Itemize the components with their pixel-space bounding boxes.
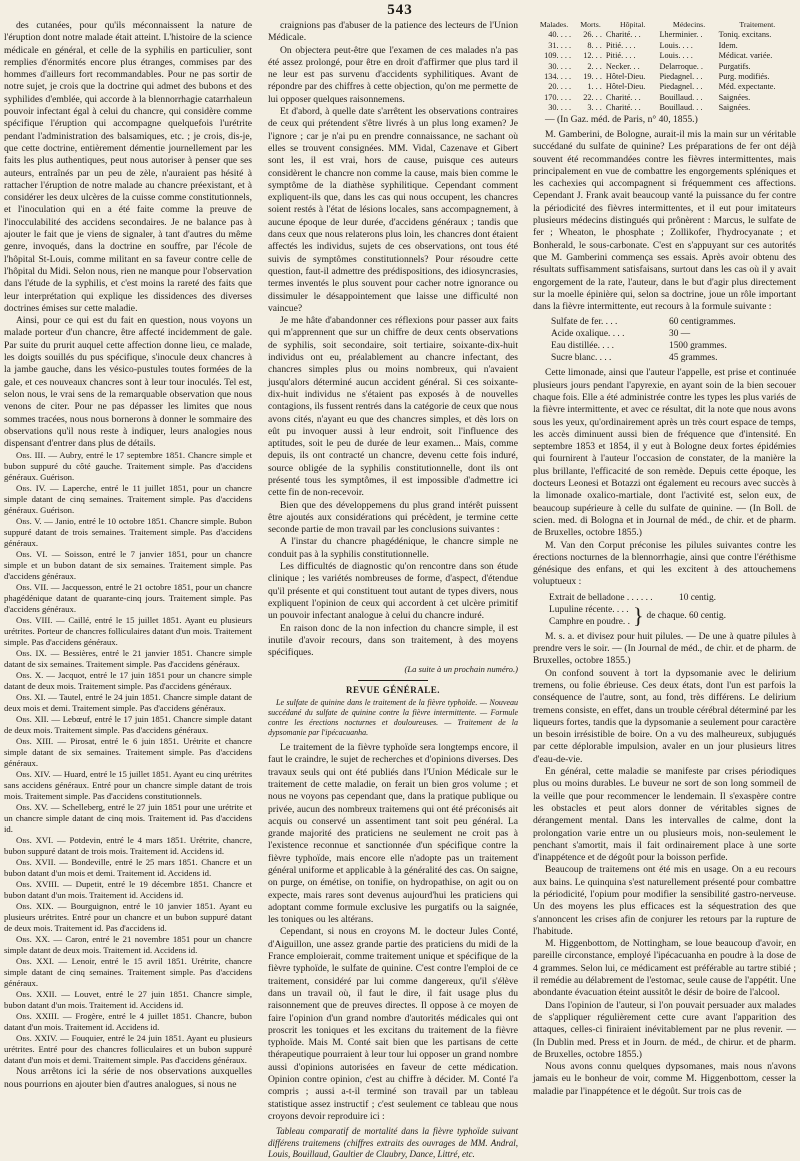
observation-item <box>4 615 252 648</box>
observation-number: Obs. XIX. <box>16 901 54 912</box>
paragraph: Cependant, si nous en croyons M. le docteur Jules Conté, d'Aiguillon, une assez grande partie des praticiens du midi de la France emploierait, comme traitement unique et spécifique de la fièvre typhoïde, le sulfate de quinine. C'est contre l'emploi de ce traitement, considéré par lui comme dangereux, qu'il s'élève dans un travail où, il faut le dire, il fait usage plus du raisonnement que de preuves directes. Il oppose à ce moyen de faire l'opinion d'un grand nombre d'autorités médicales qui ont proscrit les toniques et les excitans du traitement de la fièvre typhoïde. Mais M. Conté sait bien que les partisans de cette thérapeutique pourraient à leur tour lui opposer un grand nombre aussi d'opinions autorisées en faveur de cette médication. Opinion contre opinion, c'est au chiffre à décider. M. Conté l'a compris ; aussi a-t-il terminé son travail par un tableau statistique assez instructif ; c'est seulement ce tableau que nous croyons devoir reproduire ici : <box>268 926 518 1122</box>
table-cell: Hôtel-Dieu. <box>605 72 646 82</box>
mortality-table <box>533 20 796 114</box>
table-row <box>533 82 796 92</box>
observation-text: — Soisson, entré le 7 janvier 1851, pour un chancre simple et un bubon datant de six semaines. Traitement simple. Pas d'accidens généraux. <box>4 549 253 582</box>
observation-number: Obs. X. <box>16 670 44 681</box>
paragraph: Beaucoup de traitemens ont été mis en usage. On a eu recours aux bains. Le quinquina s'est naturellement présenté pour combattre la périodicité, l'opium pour modifier la sensibilité gastro-nerveuse. Un des moyens les plus efficaces est la séquestration des que s'annoncent les crises afin de conjurer les retours par la rupture de l'habitude. <box>533 864 796 937</box>
formula-row-group <box>549 604 796 628</box>
table-cell: 40. . . . <box>548 30 572 40</box>
table-cell: 22. . . <box>583 92 602 102</box>
formula-limonade <box>551 316 796 364</box>
table-cell: Louis. . . . <box>659 51 693 61</box>
observation-text: — Frogère, entré le 4 juillet 1851. Chancre, bubon datant d'un mois. Traitement id. Accidens id. <box>4 1011 252 1033</box>
observation-text: — Tautel, entré le 24 juin 1851. Chancre simple datant de deux mois et demi. Traitement simple. Pas d'accidens généraux. <box>4 692 253 714</box>
observation-item <box>4 714 252 736</box>
paragraph: Cette limonade, ainsi que l'auteur l'appelle, est prise et continuée plusieurs jours pendant l'apyrexie, en ayant soin de la bien secouer chaque fois. Elle a été administrée contre les types les plus variés de la fièvre intermittente, et avec ce résultat, dit la note que nous avons sous les yeux, qu'ordinairement après un très court espace de temps, les accès diminuent aussi bien de fréquence que d'intensité. En septembre 1853 et 1854, il y eut à Bologne deux fortes épidémies qui fournirent à l'auteur l'occasion de constater, de la manière la plus brillante, l'efficacité de son remède. Depuis cette époque, les docteurs Leonesi et Botazzi ont également eu recours avec succès à la limonade oxalico-martiale, dont l'activité est, selon eux, de beaucoup supérieure à celle du sulfate de quinine. — (In Boll. de scien. med. di Bologna et in Journal de méd., de chir. et de pharm. de Bruxelles, octobre 1855.) <box>533 367 796 539</box>
observation-number: Obs. XVIII. <box>16 879 60 890</box>
observation-text: — Aubry, entré le 17 septembre 1851. Chancre simple et bubon suppuré du côté gauche. Traitement simple. Pas d'accidens généraux. Guérison. <box>4 450 252 483</box>
table-column-header: Hôpital. <box>619 20 646 29</box>
table-body <box>533 30 796 113</box>
table-cell: 109. . . . <box>544 51 572 61</box>
table-cell: 1. . . <box>587 82 602 92</box>
column-right <box>533 20 796 1115</box>
paragraph: M. Gamberini, de Bologne, aurait-il mis la main sur un véritable succédané du sulfate de quinine? Les préparations de fer ont déjà souvent été recommandées contre les fièvres intermittentes, mais principalement en vue de combattre les engorgements spléniques et les cachexies qui accompagnent si fréquemment ces affections. Cependant J. Frank avait beaucoup vanté la puissance du fer contre la périodicité des fièvres intermittentes, et il eut pour imitateurs plusieurs médecins distingués qui prônèrent : Marcus, le sulfate de fer ; Wheaton, le phosphate ; Zollikofer, l'hydrocyanate ; et Bonherald, le sous-carbonate. C'est en s'appuyant sur ces autorités que M. Gamberini commença ses essais. Après avoir obtenu des résultats suffisamment satisfaisans, surtout dans les cas où il y avait engorgement de la rate, l'auteur, dans le but d'agir plus directement sur la moelle épinière qui, selon sa doctrine, joue un rôle important dans la fièvre intermittente, eut recours à la formule suivante : <box>533 128 796 313</box>
table-row <box>533 72 796 82</box>
observation-item <box>4 648 252 670</box>
paragraph: des cutanées, pour qu'ils méconnaissent la nature de l'éruption dont notre malade était atteint. L'histoire de la science médicale en général, et celle de la syphilis en particulier, sont remplies d'énormités encore plus étranges, commises par des hommes d'ailleurs fort recommandables. Pour ne pas sortir de notre sujet, je crois que la doctrine qui admet des bubons et des syphilides d'emblée, qui accorde à la blennorrhagie catarrhaleun pouvoir infectant égal à celui du chancre, qui considère comme spécifique l'éruption qui accompagne quelquefois l'urétrite pendant l'administration des balsamiques, etc. ; je crois, dis-je, que cette doctrine, entièrement démentie journellement par les faits les plus authentiques, peut nous autoriser à penser que ses auteurs, entraînés par un peu de zèle, n'auraient pas hésité à rattacher l'éruption de notre malade au chancre préexistant, et à considérer les deux ulcères de la cuisse comme constitutionnels, et l'inoculation qui en a été faite comme la preuve de l'inocculabilité des accidens secondaires. Je ne balance pas à ajouter le fait que je viens de signaler, à tant d'autres du même genre, invoqués, dans la doctrine en souffre, par l'école de l'hôpital St-Louis, comme militant en sa faveur contre celle de l'hôpital du Midi. Selon nous, rien ne manque pour l'observation dans l'étude de la syphilis, et c'est moins la rareté des faits que leur interprétation qui explique les dissidences des diverses doctrines émises sur cette maladie. <box>4 20 252 314</box>
observation-number: Obs. VII. <box>16 582 49 593</box>
observation-text: — Dupetit, entré le 19 décembre 1851. Chancre et bubon datant d'un mois. Traitement id. Accidens id. <box>4 879 252 901</box>
table-header-row <box>533 20 796 30</box>
table-cell: Delarroque. . <box>659 61 703 71</box>
table-cell: 134. . . . <box>544 72 572 82</box>
observation-number: Obs. IX. <box>16 648 47 659</box>
formula-row <box>551 328 796 340</box>
page-number: 543 <box>387 2 413 18</box>
observation-number: Obs. IV. <box>16 483 46 494</box>
table-cell: Piedagnel. . . <box>659 82 703 92</box>
table-cell: Médicat. variée. <box>718 51 773 61</box>
observation-text: — Schelleberg, entré le 27 juin 1851 pour une urétrite et un chancre simple datant de cinq mois. Traitement id. Pas d'accidens id. <box>4 802 252 835</box>
formula-ingredient: Eau distillée. . . . <box>551 341 615 352</box>
table-row <box>533 103 796 113</box>
observation-item <box>4 989 252 1011</box>
observation-item <box>4 802 252 835</box>
observation-item <box>4 1011 252 1033</box>
observation-number: Obs. III. <box>16 450 46 461</box>
observation-item <box>4 1033 252 1066</box>
formula-pills <box>549 592 796 628</box>
observation-item <box>4 901 252 934</box>
table-cell: Bouillaud. . . <box>659 103 703 113</box>
observation-number: Obs. XIII. <box>16 736 54 747</box>
table-column-header: Malades. <box>539 20 569 29</box>
paragraph: On objectera peut-être que l'examen de ces malades n'a pas été assez prolongé, pour être en droit d'affirmer que plus tard il ne leur est pas survenu d'accidents syphilitiques. Avant de répondre par des chiffres à cette objection, qu'on me permette de lui opposer quelques raisonnemens. <box>268 44 518 105</box>
table-row <box>533 93 796 103</box>
section-title: REVUE GÉNÉRALE. <box>345 684 440 695</box>
observation-text: — Bourguignon, entré le 10 janvier 1851. Ayant eu plusieurs urétrites. Entré pour un chancre et un bubon suppuré datant de deux mois. Traitement id. Pas d'accidens id. <box>4 901 253 934</box>
observation-number: Obs. VI. <box>16 549 48 560</box>
table-cell: Saignées. <box>718 103 751 113</box>
paragraph: Le traitement de la fièvre typhoïde sera longtemps encore, il faut le craindre, le sujet de recherches et d'opinions diverses. Des travaux seuls qui ont été publiés dans l'Union Médicale sur le traitement de cette maladie, on ferait un bien gros volume ; et nous ne voyons pas cependant que, dans la pratique publique ou privée, aucun des nombreux traitemens qui ont été préconisés ait acquis ou conservé un assentiment tant soit peu général. La grande majorité des praticiens ne seulement ne croit pas à l'existence reconnue et sanctionnée d'un spécifique contre la fièvre typhoïde, mais encore elle n'adopte pas un traitement général uniforme et applicable à la généralité des cas. On saigne, on purge, on émétise, on tonifie, on hydropathise, on agit ou on expecte, mais rares sont devenus aujourd'hui les praticiens qui adoptant comme formule exclusive les purgatifs ou la saignée, les toniques ou les altérans. <box>268 742 519 926</box>
table-cell: Necker. . . <box>605 61 640 71</box>
table-cell: Piedagnel. . . <box>659 72 703 82</box>
table-row <box>533 41 796 51</box>
observation-text: — Lebœuf, entré le 17 juin 1851. Chancre simple datant de deux mois. Traitement simple. Pas d'accidens généraux. <box>4 714 252 736</box>
table-cell: 8. . . <box>587 40 602 50</box>
observation-text: — Bondeville, entré le 25 mars 1851. Chancre et un bubon datant d'un mois et demi. Traitement id. Accidens id. <box>4 857 253 879</box>
formula-ingredient: Extrait de belladone . . . . . . <box>549 592 653 603</box>
table-cell: Charité. . . <box>605 103 641 113</box>
table-column-header: Morts. <box>580 20 601 29</box>
observation-item <box>4 450 252 483</box>
table-column-header: Médecins. <box>672 20 706 29</box>
table-title: Tableau comparatif de mortalité dans la fièvre typhoïde suivant différens traitemens (chiffres extraits des ouvrages de MM. Andral, Louis, Bouillaud, Gaultier de Claubry, Dance, Littré, etc. <box>268 1126 518 1160</box>
paragraph: M. Higgenbottom, de Nottingham, se loue beaucoup d'avoir, en pareille circonstance, employé l'ipécacuanha en poudre à la dose de 4 grammes. Selon lui, ce médicament est préférable au tartre stibié ; il remédie au délabrement de l'estomac, seule cause de l'appétit. Une abondante évacuation éteint aussitôt le désir de boire de l'alcool. <box>533 938 796 999</box>
observation-item <box>4 516 252 549</box>
observation-text: — Huard, entré le 15 juillet 1851. Ayant eu cinq urétrites sans accidens généraux. Entré pour un chancre simple datant de trois mois. Traitement simple. Pas d'accidens constitutionnels. <box>4 769 253 802</box>
formula-dose: 45 grammes. <box>669 353 718 364</box>
observation-text: — Lenoir, entré le 15 avril 1851. Urétrite, chancre simple datant de cinq semaines. Traitement simple. Pas d'accidens généraux. <box>4 956 252 989</box>
observation-item <box>4 692 252 714</box>
paragraph: Nous arrêtons ici la série de nos observations auxquelles nous pourrions en ajouter bien d'autres analogues, si nous ne <box>4 1066 252 1090</box>
observation-item <box>4 956 252 989</box>
brace-glyph: } <box>632 602 644 628</box>
paragraph: En général, cette maladie se manifeste par crises périodiques plus ou moins durables. Le buveur ne sort de son long sommeil de la veille que pour recommencer le lendemain. Il s'exaspère contre les obstacles et peut alors donner de véritables signes de dérangement mental. Dans les intervalles de calme, dont la prolongation varie entre un ou plusieurs mois, non-seulement le penchant s'amortit, mais il fait ordinairement place à une sorte d'inappétence et de dégoût pour la boisson perfide. <box>533 766 796 864</box>
observation-text: — Potdevin, entré le 4 mars 1851. Urétrite, chancre, bubon suppuré datant de trois mois. Traitement id. Accidens id. <box>4 835 253 857</box>
continued-note: (La suite à un prochain numéro.) <box>404 664 518 675</box>
observation-text: — Fouquier, entré le 24 juin 1851. Ayant eu plusieurs urétrites. Entré pour des chancres folliculaires et un bubon suppuré datant d'un mois et demi. Traitement simple. Pas d'accidens généraux. <box>4 1033 252 1066</box>
formula-dose: de chaque. 60 centig. <box>646 610 726 621</box>
table-cell: Bouillaud. . . <box>659 92 703 102</box>
paragraph: Je me hâte d'abandonner ces réflexions pour passer aux faits qui m'apprennent que sur un chiffre de deux cents observations de syphilis, soit secondaire, soit tertiaire, soixante-dix-huit individus ont eu, préalablement au chancre infectant, des chancres simples plus ou moins nombreux, qui n'avaient jusqu'alors déterminé aucun accident général. Si ces soixante-dix-huit individus ne s'étaient pas exposés à de nouvelles contagions, ils fussent rentrés dans la catégorie de ceux que nous avons cités, n'ayant eu que des chancres simples, et dès lors on eût pu invoquer aussi à leur endroit, soit l'influence des aptitudes, soit le peu de durée de leur examen... Mais, comme depuis, ils ont contracté un chancre, devenu cette fois induré, source obligée de la syphilis constitutionnelle, dont ils ont présenté tous les symptômes, il est impossible d'admettre ici cette fin de non-recevoir. <box>268 315 518 499</box>
table-cell: Saignées. <box>718 92 751 102</box>
formula-row <box>551 340 796 352</box>
table-cell: Idem. <box>718 40 738 50</box>
table-cell: 30. . . . <box>548 61 572 71</box>
table-cell: Purg. modifiés. <box>718 72 770 82</box>
paragraph: craignions pas d'abuser de la patience des lecteurs de l'Union Médicale. <box>268 20 518 44</box>
table-cell: 20. . . . <box>548 82 572 92</box>
table-cell: Toniq. excitans. <box>718 30 772 40</box>
observation-number: Obs. XXI. <box>16 956 54 967</box>
observation-text: — Caron, entré le 21 novembre 1851 pour un chancre simple datant de deux mois. Traitement id. Accidens id. <box>4 934 253 956</box>
formula-ingredient-group <box>549 604 630 628</box>
observation-number: Obs. XVII. <box>16 857 56 868</box>
observation-number: Obs. XXIV. <box>16 1033 58 1044</box>
table-source: — (In Gaz. méd. de Paris, n° 40, 1855.) <box>545 113 698 125</box>
observation-item <box>4 835 252 857</box>
paragraph: On confond souvent à tort la dypsomanie avec le delirium tremens, ou folie ébrieuse. Ces deux états, dont l'un est parfois la conséquence de l'autre, sont, au fond, très différens. Le delirium tremens consiste, en effet, dans un trouble cérébral déterminé par les liqueurs fortes, tandis que la dypsomanie a seulement pour caractère un besoin irrésistible de boire. On a vu des malheureux, subjugués par cette déplorable impulsion, avaler en un jour plusieurs litres d'eau-de-vie. <box>533 667 797 765</box>
table-cell: 2. . . <box>587 61 602 71</box>
observation-text: — Janio, entré le 10 octobre 1851. Chancre simple. Bubon suppuré datant de trois semaines. Traitement simple. Pas d'accidens généraux. <box>4 516 252 549</box>
formula-ingredient: Lupuline récente. . . . <box>549 604 629 615</box>
observation-text: — Laperche, entré le 11 juillet 1851, pour un chancre simple datant de cinq semaines. Traitement simple. Pas d'accidens généraux. Guérison. <box>4 483 252 516</box>
formula-ingredient: Sulfate de fer. . . . <box>551 317 618 328</box>
table-cell: 31. . . . <box>548 40 572 50</box>
observation-text: — Bessières, entré le 21 janvier 1851. Chancre simple datant de six semaines. Traitement simple. Pas d'accidens généraux. <box>4 648 253 670</box>
formula-row <box>549 592 796 604</box>
table-cell: Purgatifs. <box>718 61 751 71</box>
table-cell: Charité. . . <box>605 92 641 102</box>
paragraph: En raison donc de la non infection du chancre simple, il est inutile d'avoir recours, dans son traitement, à des moyens spécifiques. <box>268 622 518 659</box>
table-cell: 12. . . <box>583 51 602 61</box>
observation-item <box>4 549 252 582</box>
table-cell: 19. . . <box>583 72 602 82</box>
observation-text: — Jacquot, entré le 17 juin 1851 pour un chancre simple datant de deux mois. Traitement simple. Pas d'accidens généraux. <box>4 670 252 692</box>
table-cell: Pitié. . . . <box>605 51 636 61</box>
table-cell: Méd. expectante. <box>718 82 776 92</box>
paragraph: M. s. a. et divisez pour huit pilules. — De une à quatre pilules à prendre vers le soir. — (In Journal de méd., de chir. et de pharm. de Bruxelles, octobre 1855.) <box>533 630 796 667</box>
table-row <box>533 62 796 72</box>
observation-number: Obs. XXIII. <box>16 1011 60 1022</box>
paragraph: A l'instar du chancre phagédénique, le chancre simple ne conduit pas à la syphilis constitutionnelle. <box>268 536 518 560</box>
paragraph: Ainsi, pour ce qui est du fait en question, nous voyons un malade porteur d'un chancre, être affecté incidemment de gale. Par suite du prurit auquel cette affection donne lieu, ce malade, les doigts souillés du pus spécifique, s'inocule deux chancres à la jambe gauche, dans les vésico-pustules toutes formées de la gale, et ces nouveaux chancres sont à leur tour inoculés. Tel est, selon nous, le vrai sens de la remarquable observation que nous venons de citer. Pour ne pas dépasser les limites que nous sommes tracées, nous nous bornerons à donner le sommaire des observations qu'il nous reste à indiquer, leurs analogies nous dispensant d'entrer dans plus de détails. <box>4 315 252 450</box>
formula-ingredient: Acide oxalique. . . . <box>551 329 625 340</box>
table-cell: Lherminier. . <box>659 30 703 40</box>
observation-number: Obs. XVI. <box>16 835 54 846</box>
observation-number: Obs. XV. <box>16 802 49 813</box>
table-cell: 26. . . <box>583 30 602 40</box>
observation-item <box>4 582 252 615</box>
observation-item <box>4 934 252 956</box>
observation-list <box>4 450 252 1066</box>
formula-dose: 30 — <box>669 329 691 340</box>
observation-number: Obs. XXII. <box>16 989 57 1000</box>
formula-dose: 1500 grammes. <box>669 341 727 352</box>
column-left <box>4 20 252 1115</box>
observation-item <box>4 670 252 692</box>
paragraph: Et d'abord, à quelle date s'arrêtent les observations contraires de ceux qui prétendent s'être livrés à un plus long examen? Je l'ignore ; car je n'ai pu en prendre connaissance, ne sachant où elles se trouvent consignées. MM. Vidal, Cazenave et Gibert sont les, il est vrai, hors de cause, puisque ces auteurs considèrent le chancre non comme la cause, mais bien comme le symptôme de la diathèse syphilitique. Cependant comment expliquent-ils que, dans les cas qui nous occupent, les chancres soient restés à l'état de lésions locales, sans accompagnement, à aucune époque de leur durée, d'accidens généraux ; tandis que dans ceux que nous relaterons plus loin, les chancres dont étaient affectés les individus, sujets de ces observations, ont tous été suivis de symptômes constitutionnels? Pour résoudre cette question, faut-il admettre des prédispositions, des idiosyncrasies, termes inventés le plus souvent pour cacher notre ignorance ou dissimuler le désappointement que laisse une difficulté non vaincue? <box>268 106 518 314</box>
section-abstract: Le sulfate de quinine dans le traitement de la fièvre typhoïde. — Nouveau succédané du sulfate de quinine contre la fièvre intermittente. — Formule contre les érections nocturnes et douloureuses. — Traitement de la dypsomanie par l'ipécacuanha. <box>268 698 518 738</box>
paragraph: Dans l'opinion de l'auteur, si l'on pouvait persuader aux malades de s'appliquer régulièrement cette cure avant l'apparition des attaques, celles-ci finiraient inévitablement par ne plus revenir. — (In Dublin med. Press et in Journ. de méd., de chirur. et de pharm. de Bruxelles, octobre 1855.) <box>533 999 796 1060</box>
table-column-header: Traitement. <box>739 20 776 29</box>
paragraph: M. Van den Corput préconise les pilules suivantes contre les érections nocturnes de la blennorrhagie, ainsi que contre l'éréthisme génésique des enfans, et qui les excitent à des attouchemens voluptueux : <box>533 539 796 588</box>
observation-number: Obs. V. <box>16 516 42 527</box>
observation-text: — Caillé, entré le 15 juillet 1851. Ayant eu plusieurs urétrites. Porteur de chancres folliculaires datant d'un mois. Traitement simple. Pas d'accidens généraux. <box>4 615 252 648</box>
paragraph: Bien que des développemens du plus grand intérêt puissent être ajoutés aux considérations qui précèdent, je termine cette seconde partie de mon travail par les conclusions suivantes : <box>268 499 518 536</box>
table-cell: Hôtel-Dieu. <box>605 82 646 92</box>
table-row <box>533 30 796 40</box>
observation-number: Obs. XI. <box>16 692 46 703</box>
table-cell: Pitié. . . . <box>605 40 636 50</box>
formula-dose: 60 centigrammes. <box>669 317 736 328</box>
formula-row <box>551 352 796 364</box>
observation-number: Obs. XX. <box>16 934 50 945</box>
table-cell: 30. . . . <box>548 103 572 113</box>
table-cell: Louis. . . . <box>659 40 693 50</box>
observation-item <box>4 879 252 901</box>
observation-item <box>4 736 252 769</box>
observation-text: — Jacquesson, entré le 21 octobre 1851, pour un chancre phagédénique datant de quarante-cinq jours. Traitement simple. Pas d'accidens généraux. <box>4 582 253 615</box>
observation-item <box>4 483 252 516</box>
formula-ingredient: Sucre blanc. . . . <box>551 353 612 364</box>
table-row <box>533 51 796 61</box>
paragraph: Les difficultés de diagnostic qu'on rencontre dans son étude clinique ; les variétés nombreuses de forme, d'aspect, d'étendue qu'il présente et qui constituent tout autant de types divers, nous expliquent l'opinion de ceux qui accordent à cet ulcère primitif un pouvoir infectant analogue à celui du chancre induré. <box>268 561 518 622</box>
paragraph: Nous avons connu quelques dypsomanes, mais nous n'avons jamais eu le bonheur de voir, comme M. Higgenbottom, cesser la maladie par l'inappétence et le dégoût. Sur trois cas de <box>533 1061 796 1097</box>
table-cell: 170. . . . <box>544 92 572 102</box>
observation-number: Obs. VIII. <box>16 615 53 626</box>
observation-number: Obs. XIV. <box>16 769 51 780</box>
table-cell: Charité. . . <box>605 30 641 40</box>
observation-text: — Pirosat, entré le 6 juin 1851. Urétrite et chancre simple datant de six semaines. Traitement simple. Pas d'accidens généraux. <box>4 736 252 769</box>
observation-number: Obs. XII. <box>16 714 49 725</box>
observation-item <box>4 769 252 802</box>
divider <box>358 680 428 681</box>
column-middle <box>268 20 519 1160</box>
formula-ingredient: Camphre en poudre. . <box>549 616 630 627</box>
table-cell: 3. . . <box>587 103 602 113</box>
observation-item <box>4 857 252 879</box>
formula-dose: 10 centig. <box>679 592 716 603</box>
observation-text: — Louvet, entré le 27 juin 1851. Chancre simple, bubon datant d'un mois. Traitement id. Accidens id. <box>4 989 252 1011</box>
formula-row <box>551 316 796 328</box>
